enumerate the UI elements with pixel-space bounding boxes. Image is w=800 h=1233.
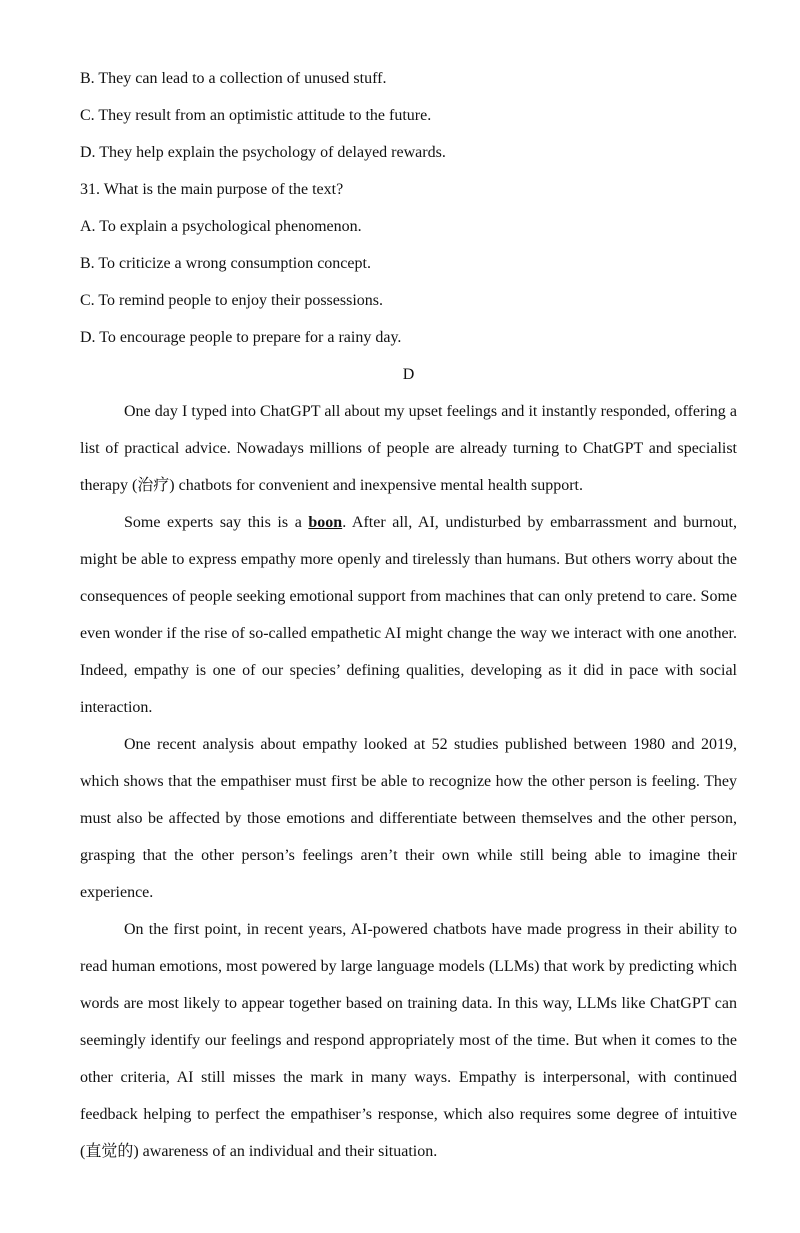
passage-d-paragraph-4: On the first point, in recent years, AI-powered chatbots have made progress in their ability to read human emotions, most powered by large language models (LLMs) that work by predicting which words are most likely to appear together based on training data. In this way, LLMs like ChatGPT can seemingly identify our feelings and respond appropriately most of the time. But when it comes to the other criteria, AI still misses the mark in many ways. Empathy is interpersonal, with continued feedback helping to perfect the empathiser’s response, which also requires some degree of intuitive (直觉的) awareness of an individual and their situation. xyxy=(80,921,737,1160)
paragraph-2-lead: Some experts say this is a xyxy=(124,514,309,531)
q30-option-d: D. They help explain the psychology of delayed rewards. xyxy=(80,144,446,161)
page-content xyxy=(80,66,737,1176)
passage-d-title: D xyxy=(402,366,415,383)
q31-option-d: D. To encourage people to prepare for a rainy day. xyxy=(80,329,402,346)
passage-d-paragraph-2 xyxy=(80,504,737,726)
passage-d-paragraph-3: One recent analysis about empathy looked at 52 studies published between 1980 and 2019, which shows that the empathiser must first be able to recognize how the other person is feeling. They must also be affected by those emotions and differentiate between themselves and the other person, grasping that the other person’s feelings aren’t their own while still being able to imagine their experience. xyxy=(80,736,737,901)
q30-option-c: C. They result from an optimistic attitude to the future. xyxy=(80,107,432,124)
paragraph-2-rest: . After all, AI, undisturbed by embarrassment and burnout, might be able to express empathy more openly and tirelessly than humans. But others worry about the consequences of people seeking emotional support from machines that can only pretend to care. Some even wonder if the rise of so-called empathetic AI might change the way we interact with one another. Indeed, empathy is one of our species’ defining qualities, developing as it did in pace with social interaction. xyxy=(80,514,738,716)
q31-option-c: C. To remind people to enjoy their possessions. xyxy=(80,292,383,309)
q31-option-a: A. To explain a psychological phenomenon. xyxy=(80,218,362,235)
keyword-boon: boon xyxy=(308,514,343,531)
q31-option-b: B. To criticize a wrong consumption concept. xyxy=(80,255,371,272)
passage-d-paragraph-1: One day I typed into ChatGPT all about my upset feelings and it instantly responded, offering a list of practical advice. Nowadays millions of people are already turning to ChatGPT and specialist therapy (治疗) chatbots for convenient and inexpensive mental health support. xyxy=(80,403,737,494)
q30-option-b: B. They can lead to a collection of unused stuff. xyxy=(80,70,387,87)
q31-stem: 31. What is the main purpose of the text? xyxy=(80,181,344,198)
